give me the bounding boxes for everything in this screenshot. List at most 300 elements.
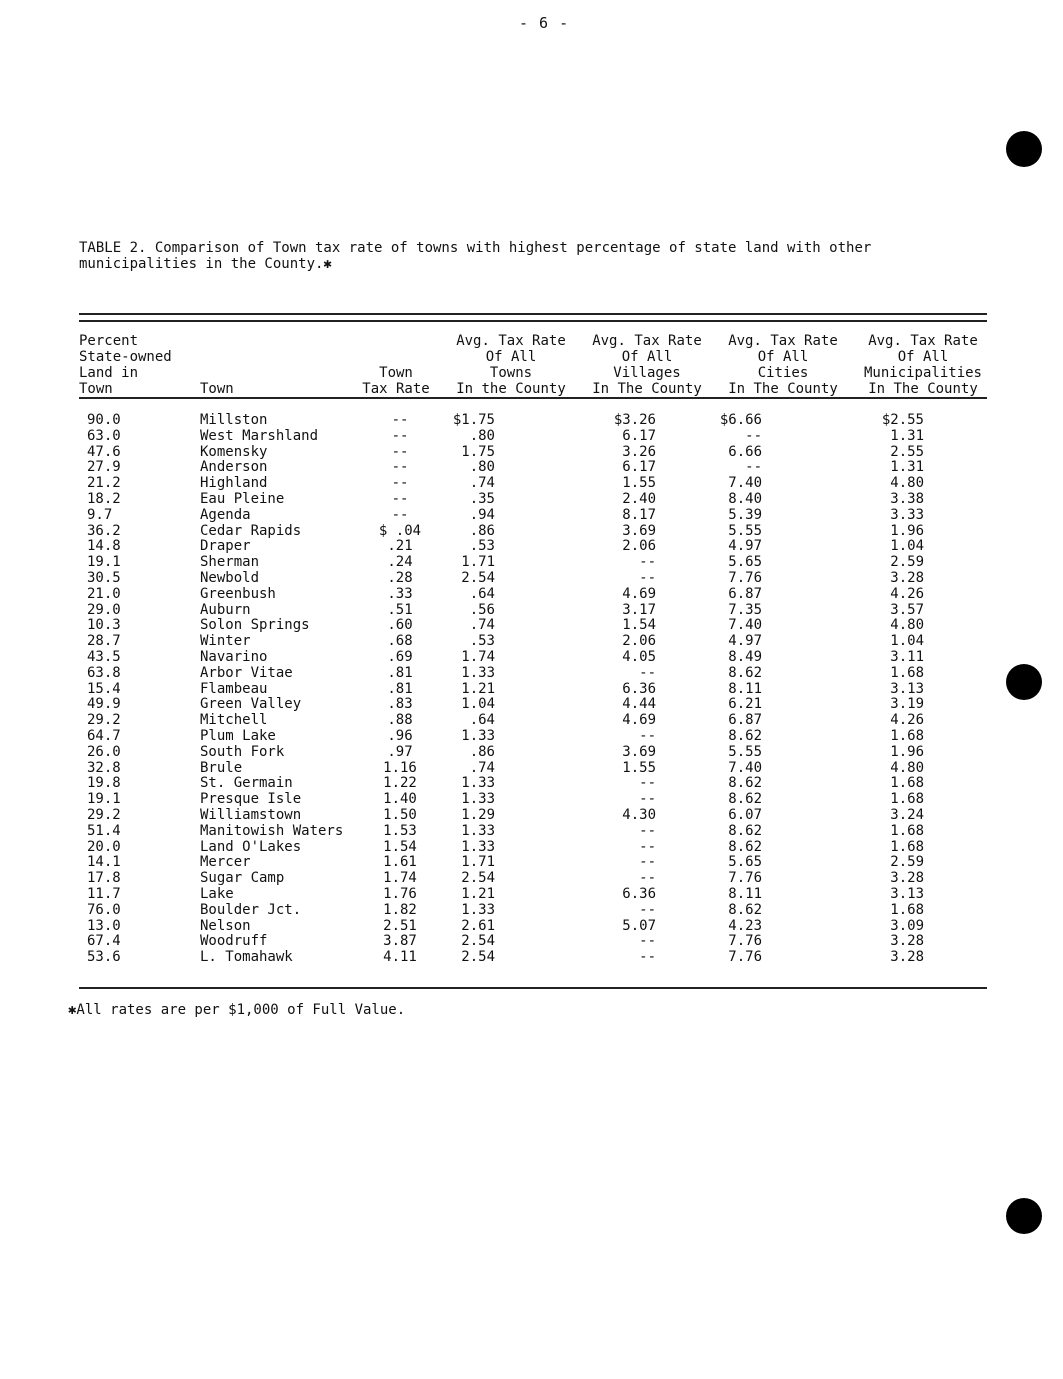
town-tax-rate-cell: 1.16	[383, 759, 417, 776]
avg-villages-cell: 4.30	[622, 806, 656, 823]
town-cell: South Fork	[200, 743, 285, 760]
percent-cell: 15.4	[87, 680, 121, 697]
percent-cell: 20.0	[87, 838, 121, 855]
town-tax-rate-cell: --	[391, 506, 409, 523]
table-row	[79, 508, 932, 524]
avg-cities-cell: 8.62	[728, 727, 762, 744]
avg-cities-cell: 6.87	[728, 585, 762, 602]
percent-cell: 64.7	[87, 727, 121, 744]
avg-villages-cell: 2.06	[622, 633, 656, 650]
table-row	[79, 855, 932, 871]
avg-cities-cell: 6.66	[728, 443, 762, 460]
table-row	[79, 634, 932, 650]
table-row	[79, 429, 932, 445]
avg-towns-cell: 1.74	[461, 648, 495, 665]
avg-municipalities-cell: 1.68	[890, 822, 924, 839]
avg-towns-cell: .56	[469, 601, 495, 618]
avg-villages-cell: --	[639, 775, 656, 792]
town-cell: Manitowish Waters	[200, 822, 344, 839]
avg-towns-cell: 1.33	[461, 901, 495, 918]
town-cell: Woodruff	[200, 933, 268, 950]
header-avg-municipalities: Avg. Tax Rate Of All Municipalities In The County	[863, 333, 982, 397]
percent-cell: 14.1	[87, 854, 121, 871]
avg-municipalities-cell: $2.55	[881, 412, 924, 428]
avg-cities-cell: 7.76	[728, 569, 762, 586]
town-tax-rate-cell: --	[391, 475, 409, 492]
percent-cell: 28.7	[87, 633, 121, 650]
footnote: ✱All rates are per $1,000 of Full Value.	[68, 1002, 406, 1018]
avg-towns-cell: 1.04	[461, 696, 495, 713]
avg-villages-cell: 6.36	[622, 885, 656, 902]
town-tax-rate-cell: 1.22	[383, 775, 417, 792]
table-row	[79, 682, 932, 698]
avg-cities-cell: 5.55	[728, 743, 762, 760]
town-cell: Arbor Vitae	[200, 664, 293, 681]
table-row	[79, 555, 932, 571]
town-cell: Draper	[200, 538, 251, 555]
table-row	[79, 413, 932, 429]
town-tax-rate-cell: .51	[387, 601, 413, 618]
town-tax-rate-cell: 1.40	[383, 791, 417, 808]
avg-villages-cell: 4.44	[622, 696, 656, 713]
town-cell: Komensky	[200, 443, 268, 460]
town-cell: Greenbush	[200, 585, 276, 602]
avg-municipalities-cell: 1.96	[890, 743, 924, 760]
percent-cell: 29.2	[87, 712, 121, 729]
binder-hole-top	[1006, 131, 1042, 167]
percent-cell: 21.0	[87, 585, 121, 602]
town-tax-rate-cell: .69	[387, 648, 413, 665]
table-row	[79, 650, 932, 666]
town-cell: Millston	[200, 412, 268, 428]
avg-municipalities-cell: 3.19	[890, 696, 924, 713]
avg-municipalities-cell: 4.80	[890, 759, 924, 776]
percent-cell: 19.1	[87, 791, 121, 808]
percent-cell: 36.2	[87, 522, 121, 539]
avg-towns-cell: 1.71	[461, 854, 495, 871]
town-cell: Plum Lake	[200, 727, 276, 744]
town-tax-rate-cell: $ .04	[378, 522, 422, 539]
avg-villages-cell: --	[639, 933, 656, 950]
town-cell: Lake	[200, 885, 234, 902]
town-tax-rate-cell: .81	[387, 664, 413, 681]
table-row	[79, 824, 932, 840]
table-row	[79, 808, 932, 824]
percent-cell: 30.5	[87, 569, 121, 586]
avg-municipalities-cell: 1.68	[890, 838, 924, 855]
avg-villages-cell: --	[639, 870, 656, 887]
avg-municipalities-cell: 4.80	[890, 475, 924, 492]
avg-cities-cell: --	[745, 427, 762, 444]
avg-cities-cell: 8.11	[728, 885, 762, 902]
avg-villages-cell: 3.69	[622, 522, 656, 539]
table-row	[79, 445, 932, 461]
town-cell: Newbold	[200, 569, 260, 586]
avg-cities-cell: 5.65	[728, 554, 762, 571]
avg-municipalities-cell: 3.38	[890, 490, 924, 507]
avg-municipalities-cell: 3.28	[890, 870, 924, 887]
avg-towns-cell: .80	[469, 459, 495, 476]
avg-cities-cell: 8.62	[728, 822, 762, 839]
avg-municipalities-cell: 2.59	[890, 554, 924, 571]
avg-towns-cell: 1.33	[461, 664, 495, 681]
avg-cities-cell: 8.62	[728, 901, 762, 918]
avg-cities-cell: 7.40	[728, 617, 762, 634]
avg-towns-cell: 1.33	[461, 822, 495, 839]
avg-cities-cell: 4.97	[728, 633, 762, 650]
avg-cities-cell: 6.87	[728, 712, 762, 729]
table-row	[79, 587, 932, 603]
page-number: - 6 -	[519, 14, 570, 32]
percent-cell: 13.0	[87, 917, 121, 934]
avg-municipalities-cell: 3.28	[890, 949, 924, 966]
town-cell: Sherman	[200, 554, 260, 571]
town-tax-rate-cell: 1.54	[383, 838, 417, 855]
town-tax-rate-cell: .97	[387, 743, 413, 760]
avg-towns-cell: .74	[469, 475, 495, 492]
avg-villages-cell: 1.55	[622, 475, 656, 492]
avg-towns-cell: 2.54	[461, 870, 495, 887]
avg-villages-cell: 1.54	[622, 617, 656, 634]
header-avg-villages: Avg. Tax Rate Of All Villages In The County	[592, 333, 702, 397]
town-tax-rate-cell: .24	[387, 554, 413, 571]
town-tax-rate-cell: 3.87	[383, 933, 417, 950]
town-cell: Presque Isle	[200, 791, 302, 808]
percent-cell: 47.6	[87, 443, 121, 460]
avg-cities-cell: 4.97	[728, 538, 762, 555]
town-tax-rate-cell: 1.61	[383, 854, 417, 871]
percent-cell: 49.9	[87, 696, 121, 713]
avg-cities-cell: 7.76	[728, 933, 762, 950]
table-row	[79, 792, 932, 808]
avg-villages-cell: 6.36	[622, 680, 656, 697]
percent-cell: 63.0	[87, 427, 121, 444]
town-cell: West Marshland	[200, 427, 319, 444]
percent-cell: 27.9	[87, 459, 121, 476]
avg-towns-cell: .53	[469, 633, 495, 650]
header-avg-cities: Avg. Tax Rate Of All Cities In The County	[728, 333, 838, 397]
avg-cities-cell: 8.49	[728, 648, 762, 665]
avg-villages-cell: --	[639, 791, 656, 808]
town-cell: Green Valley	[200, 696, 302, 713]
percent-cell: 17.8	[87, 870, 121, 887]
avg-villages-cell: 3.17	[622, 601, 656, 618]
avg-municipalities-cell: 3.24	[890, 806, 924, 823]
town-cell: Agenda	[200, 506, 251, 523]
percent-cell: 32.8	[87, 759, 121, 776]
town-tax-rate-cell: .83	[387, 696, 413, 713]
avg-municipalities-cell: 3.09	[890, 917, 924, 934]
avg-villages-cell: --	[639, 727, 656, 744]
avg-cities-cell: 4.23	[728, 917, 762, 934]
avg-villages-cell: 4.69	[622, 585, 656, 602]
binder-hole-bottom	[1006, 1198, 1042, 1234]
town-tax-rate-cell: .88	[387, 712, 413, 729]
table-row	[79, 934, 932, 950]
avg-towns-cell: .74	[469, 759, 495, 776]
avg-towns-cell: .86	[469, 743, 495, 760]
table-row	[79, 950, 932, 966]
town-cell: Eau Pleine	[200, 490, 285, 507]
town-cell: Brule	[200, 759, 243, 776]
table-row	[79, 492, 932, 508]
percent-cell: 51.4	[87, 822, 121, 839]
avg-cities-cell: 8.62	[728, 775, 762, 792]
avg-villages-cell: --	[639, 554, 656, 571]
avg-municipalities-cell: 1.68	[890, 775, 924, 792]
table-row	[79, 524, 932, 540]
avg-municipalities-cell: 1.31	[890, 427, 924, 444]
avg-villages-cell: 1.55	[622, 759, 656, 776]
percent-cell: 11.7	[87, 885, 121, 902]
town-tax-rate-cell: .96	[387, 727, 413, 744]
avg-towns-cell: .53	[469, 538, 495, 555]
town-tax-rate-cell: 2.51	[383, 917, 417, 934]
header-avg-towns: Avg. Tax Rate Of All Towns In the County	[456, 333, 566, 397]
percent-cell: 76.0	[87, 901, 121, 918]
avg-towns-cell: 1.21	[461, 885, 495, 902]
town-cell: L. Tomahawk	[200, 949, 293, 966]
avg-cities-cell: 7.35	[728, 601, 762, 618]
percent-cell: 19.8	[87, 775, 121, 792]
percent-cell: 29.0	[87, 601, 121, 618]
avg-towns-cell: $1.75	[452, 412, 495, 428]
town-tax-rate-cell: --	[391, 459, 409, 476]
avg-municipalities-cell: 3.33	[890, 506, 924, 523]
town-tax-rate-cell: 1.76	[383, 885, 417, 902]
avg-villages-cell: 6.17	[622, 459, 656, 476]
avg-cities-cell: 8.62	[728, 838, 762, 855]
avg-villages-cell: 3.26	[622, 443, 656, 460]
avg-towns-cell: 1.33	[461, 838, 495, 855]
avg-cities-cell: --	[745, 459, 762, 476]
tax-rate-table	[79, 413, 932, 966]
table-row	[79, 571, 932, 587]
table-body	[79, 413, 932, 966]
avg-villages-cell: --	[639, 949, 656, 966]
table-row	[79, 903, 932, 919]
avg-towns-cell: 1.71	[461, 554, 495, 571]
avg-towns-cell: 1.33	[461, 727, 495, 744]
avg-municipalities-cell: 1.96	[890, 522, 924, 539]
header-percent-state-owned: Percent State-owned Land in Town	[79, 333, 172, 397]
avg-towns-cell: 1.29	[461, 806, 495, 823]
avg-municipalities-cell: 2.59	[890, 854, 924, 871]
town-cell: Nelson	[200, 917, 251, 934]
avg-towns-cell: 2.54	[461, 933, 495, 950]
avg-cities-cell: 8.62	[728, 791, 762, 808]
avg-villages-cell: $3.26	[613, 412, 656, 428]
percent-cell: 9.7	[87, 506, 113, 523]
avg-villages-cell: --	[639, 854, 656, 871]
town-cell: Navarino	[200, 648, 268, 665]
town-cell: Winter	[200, 633, 251, 650]
table-row	[79, 840, 932, 856]
town-tax-rate-cell: 4.11	[383, 949, 417, 966]
avg-towns-cell: 2.54	[461, 569, 495, 586]
town-tax-rate-cell: .60	[387, 617, 413, 634]
avg-municipalities-cell: 2.55	[890, 443, 924, 460]
avg-villages-cell: --	[639, 901, 656, 918]
town-tax-rate-cell: --	[391, 427, 409, 444]
header-bottom-rule	[79, 397, 987, 399]
avg-cities-cell: 5.55	[728, 522, 762, 539]
table-top-rule	[79, 313, 987, 322]
town-tax-rate-cell: .33	[387, 585, 413, 602]
town-tax-rate-cell: 1.53	[383, 822, 417, 839]
avg-cities-cell: 7.40	[728, 759, 762, 776]
avg-towns-cell: .94	[469, 506, 495, 523]
town-tax-rate-cell: 1.74	[383, 870, 417, 887]
table-caption	[79, 240, 979, 272]
percent-cell: 53.6	[87, 949, 121, 966]
avg-cities-cell: 5.39	[728, 506, 762, 523]
avg-towns-cell: .80	[469, 427, 495, 444]
town-cell: Cedar Rapids	[200, 522, 302, 539]
percent-cell: 43.5	[87, 648, 121, 665]
avg-municipalities-cell: 3.28	[890, 933, 924, 950]
table-row	[79, 666, 932, 682]
percent-cell: 67.4	[87, 933, 121, 950]
table-row	[79, 697, 932, 713]
avg-villages-cell: 6.17	[622, 427, 656, 444]
avg-cities-cell: 5.65	[728, 854, 762, 871]
avg-municipalities-cell: 4.80	[890, 617, 924, 634]
avg-towns-cell: 1.33	[461, 775, 495, 792]
table-bottom-rule	[79, 987, 987, 989]
town-cell: Auburn	[200, 601, 251, 618]
table-row	[79, 603, 932, 619]
avg-cities-cell: 6.07	[728, 806, 762, 823]
avg-municipalities-cell: 3.13	[890, 885, 924, 902]
table-row	[79, 871, 932, 887]
avg-villages-cell: 2.40	[622, 490, 656, 507]
percent-cell: 29.2	[87, 806, 121, 823]
table-row	[79, 729, 932, 745]
avg-towns-cell: .74	[469, 617, 495, 634]
town-tax-rate-cell: .68	[387, 633, 413, 650]
header-town-tax-rate: Town Tax Rate	[362, 365, 430, 397]
table-row	[79, 476, 932, 492]
town-tax-rate-cell: .28	[387, 569, 413, 586]
avg-towns-cell: 1.21	[461, 680, 495, 697]
avg-cities-cell: 8.62	[728, 664, 762, 681]
avg-villages-cell: --	[639, 664, 656, 681]
town-cell: Williamstown	[200, 806, 302, 823]
avg-villages-cell: --	[639, 838, 656, 855]
town-cell: Anderson	[200, 459, 268, 476]
town-tax-rate-cell: .21	[387, 538, 413, 555]
town-cell: Flambeau	[200, 680, 268, 697]
town-tax-rate-cell: 1.50	[383, 806, 417, 823]
town-cell: Mercer	[200, 854, 251, 871]
avg-villages-cell: 8.17	[622, 506, 656, 523]
avg-municipalities-cell: 3.13	[890, 680, 924, 697]
avg-cities-cell: 7.76	[728, 949, 762, 966]
caption-line-1: TABLE 2. Comparison of Town tax rate of towns with highest percentage of state land with other	[79, 240, 872, 256]
avg-municipalities-cell: 3.11	[890, 648, 924, 665]
avg-municipalities-cell: 1.68	[890, 727, 924, 744]
avg-municipalities-cell: 1.68	[890, 791, 924, 808]
avg-cities-cell: 8.11	[728, 680, 762, 697]
binder-hole-middle	[1006, 664, 1042, 700]
table-row	[79, 618, 932, 634]
header-town: Town	[200, 381, 234, 397]
table-row	[79, 776, 932, 792]
percent-cell: 63.8	[87, 664, 121, 681]
town-tax-rate-cell: --	[391, 490, 409, 507]
avg-towns-cell: .35	[469, 490, 495, 507]
town-cell: Solon Springs	[200, 617, 310, 634]
avg-municipalities-cell: 3.57	[890, 601, 924, 618]
avg-towns-cell: 1.33	[461, 791, 495, 808]
avg-villages-cell: --	[639, 822, 656, 839]
avg-towns-cell: .86	[469, 522, 495, 539]
avg-villages-cell: 4.69	[622, 712, 656, 729]
avg-towns-cell: .64	[469, 585, 495, 602]
town-cell: St. Germain	[200, 775, 293, 792]
avg-towns-cell: 2.54	[461, 949, 495, 966]
avg-villages-cell: 4.05	[622, 648, 656, 665]
avg-municipalities-cell: 1.04	[890, 633, 924, 650]
table-row	[79, 919, 932, 935]
avg-municipalities-cell: 1.68	[890, 901, 924, 918]
percent-cell: 18.2	[87, 490, 121, 507]
percent-cell: 19.1	[87, 554, 121, 571]
percent-cell: 14.8	[87, 538, 121, 555]
percent-cell: 10.3	[87, 617, 121, 634]
avg-villages-cell: 2.06	[622, 538, 656, 555]
table-row	[79, 713, 932, 729]
avg-villages-cell: 3.69	[622, 743, 656, 760]
avg-cities-cell: 8.40	[728, 490, 762, 507]
percent-cell: 21.2	[87, 475, 121, 492]
avg-municipalities-cell: 1.31	[890, 459, 924, 476]
town-tax-rate-cell: --	[391, 412, 409, 428]
town-cell: Land O'Lakes	[200, 838, 302, 855]
table-row	[79, 460, 932, 476]
avg-municipalities-cell: 1.68	[890, 664, 924, 681]
table-row	[79, 539, 932, 555]
avg-cities-cell: 6.21	[728, 696, 762, 713]
percent-cell: 26.0	[87, 743, 121, 760]
avg-towns-cell: 2.61	[461, 917, 495, 934]
town-cell: Mitchell	[200, 712, 268, 729]
avg-cities-cell: 7.76	[728, 870, 762, 887]
avg-municipalities-cell: 1.04	[890, 538, 924, 555]
town-tax-rate-cell: .81	[387, 680, 413, 697]
avg-towns-cell: 1.75	[461, 443, 495, 460]
caption-line-2: municipalities in the County.✱	[79, 256, 332, 272]
avg-towns-cell: .64	[469, 712, 495, 729]
avg-municipalities-cell: 3.28	[890, 569, 924, 586]
table-row	[79, 887, 932, 903]
table-row	[79, 761, 932, 777]
town-tax-rate-cell: 1.82	[383, 901, 417, 918]
town-cell: Highland	[200, 475, 268, 492]
town-tax-rate-cell: --	[391, 443, 409, 460]
avg-villages-cell: --	[639, 569, 656, 586]
avg-municipalities-cell: 4.26	[890, 585, 924, 602]
percent-cell: 90.0	[87, 412, 121, 428]
avg-villages-cell: 5.07	[622, 917, 656, 934]
avg-cities-cell: 7.40	[728, 475, 762, 492]
avg-municipalities-cell: 4.26	[890, 712, 924, 729]
table-row	[79, 745, 932, 761]
avg-cities-cell: $6.66	[719, 412, 762, 428]
town-cell: Boulder Jct.	[200, 901, 302, 918]
town-cell: Sugar Camp	[200, 870, 285, 887]
